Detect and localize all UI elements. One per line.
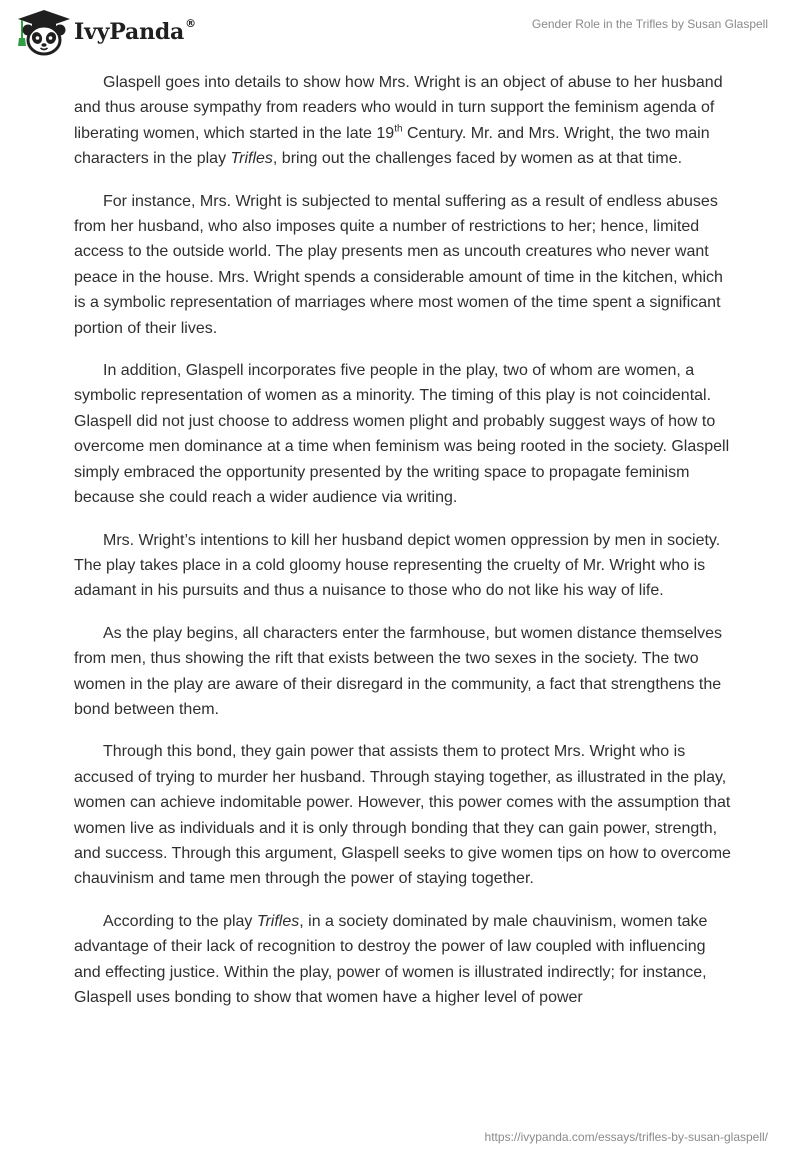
paragraph-5: As the play begins, all characters enter the farmhouse, but women distance themselves from men, thus showing the rift that exists between the two sexes in the society. The two women in the play are aware of their disregard in the community, a fact that strengthens the bond between them. [74, 624, 722, 718]
paragraph-1-text-c: , bring out the challenges faced by women as at that time. [272, 150, 683, 168]
paragraph-3: In addition, Glaspell incorporates five people in the play, two of whom are women, a symbolic representation of women as a minority. The timing of this play is not coincidental. Glaspell did not just choose to address women plight and probably suggest ways of how to overcome men dominance at a time when feminism was being rooted in the society. Glaspell simply embraced the opportunity presented by the writing space to propagate feminism because she could reach a wider audience via writing. [74, 362, 730, 507]
essay-body [74, 70, 734, 1027]
panda-graduate-logo-icon [14, 8, 72, 56]
paragraph-7-text-a: According to the play [103, 912, 257, 930]
paragraph-4: Mrs. Wright’s intentions to kill her husband depict women oppression by men in society. The play takes place in a cold gloomy house representing the cruelty of Mr. Wright who is adamant in his pursuits and thus a nuisance to those who do not like his way of life. [74, 531, 721, 600]
paragraph-1 [74, 70, 734, 172]
ordinal-suffix: th [394, 123, 403, 135]
document-title: Gender Role in the Trifles by Susan Glaspell [531, 17, 768, 31]
paragraph-2: For instance, Mrs. Wright is subjected to mental suffering as a result of endless abuses from her husband, who also imposes quite a number of restrictions to her; hence, limited access to the outside world. The play presents men as uncouth creatures who never want peace in the house. Mrs. Wright spends a considerable amount of time in the kitchen, which is a symbolic representation of marriages where most women of the time spent a significant portion of their lives. [74, 192, 723, 337]
paragraph-7 [74, 909, 734, 1011]
page-header [0, 0, 800, 60]
ivypanda-logo[interactable] [14, 8, 196, 56]
play-title: Trifles [256, 912, 300, 930]
paragraph-6: Through this bond, they gain power that assists them to protect Mrs. Wright who is accused of trying to murder her husband. Through staying together, as illustrated in the play, women can achieve indomitable power. However, this power comes with the assumption that women live as individuals and it is only through bonding that they can gain power, strength, and success. Through this argument, Glaspell seeks to give women tips on how to overcome chauvinism and tame men through the power of staying together. [74, 743, 731, 888]
play-title: Trifles [230, 150, 273, 168]
source-url[interactable]: https://ivypanda.com/essays/trifles-by-susan-glaspell/ [484, 1130, 768, 1144]
registered-mark: ® [185, 16, 197, 30]
paragraph-1-text-a: Glaspell goes into details to show how Mrs. Wright is an object of abuse to her husband and thus arouse sympathy from readers who would in turn support the feminism agenda of liberating women, which started in the late 19 [74, 74, 723, 142]
paragraph-7-text-b: , in a society dominated by male chauvinism, women take advantage of their lack of recognition to destroy the power of law coupled with influencing and effecting justice. Within the play, power of women is illustrated indirectly; for instance, Glaspell uses bonding to show that women have a higher level of power [74, 912, 708, 1006]
paragraph-1-text-b: Century. Mr. and Mrs. Wright, the two main characters in the play [74, 124, 710, 168]
brand-name: IvyPanda [74, 19, 185, 45]
